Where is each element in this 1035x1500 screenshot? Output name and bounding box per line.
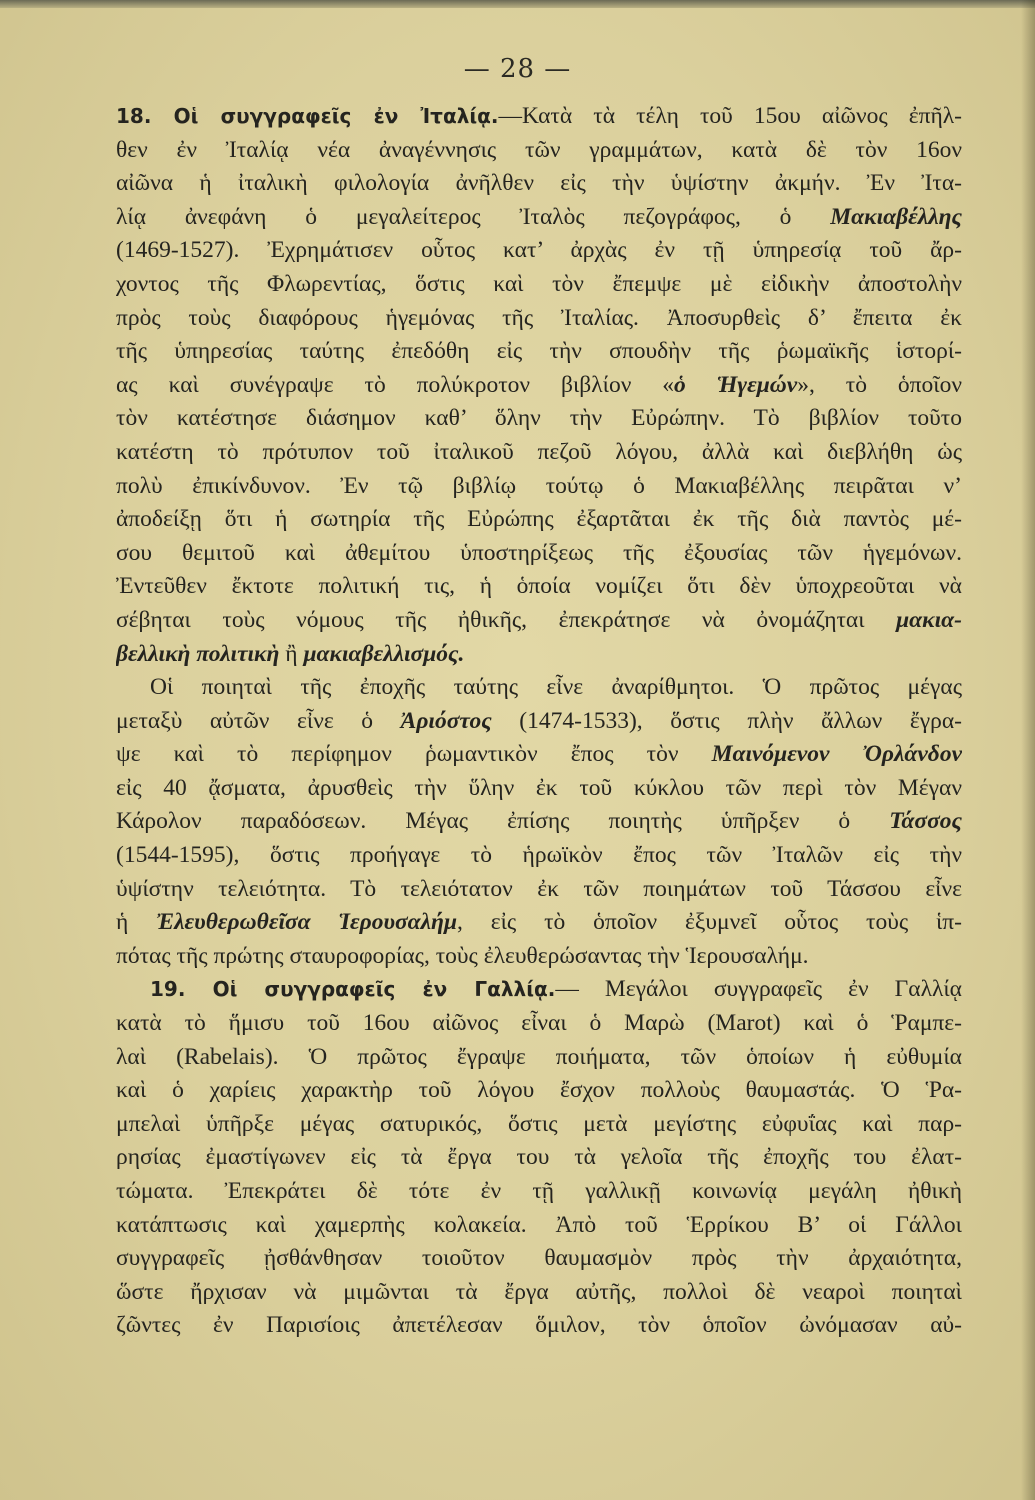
text-line xyxy=(116,234,962,268)
text-line xyxy=(116,1175,962,1209)
text-line xyxy=(116,302,962,336)
line-text: θεν ἐν Ἰταλίᾳ νέα ἀναγέννησις τῶν γραμμάτων, κατὰ δὲ τὸν 16ον xyxy=(116,136,962,163)
text-line xyxy=(116,1309,962,1343)
line-text: Ἐντεῦθεν ἔκτοτε πολιτική τις, ἡ ὁποία νομίζει ὅτι δὲν ὑποχρεοῦται νὰ xyxy=(116,573,962,600)
line-text: ὥστε ἤρχισαν νὰ μιμῶνται τὰ ἔργα αὐτῆς, πολλοὶ δὲ νεαροὶ ποιηταὶ xyxy=(116,1278,962,1305)
emphasis-text: Ἐλευθερωθεῖσα Ἱερουσαλήμ xyxy=(156,909,458,936)
text-line xyxy=(116,1141,962,1175)
text-line xyxy=(116,100,962,134)
text-line xyxy=(116,436,962,470)
line-text: τῆς ὑπηρεσίας ταύτης ἐπεδόθη εἰς τὴν σπουδὴν τῆς ῥωμαϊκῆς ἱστορί- xyxy=(116,338,962,365)
text-line xyxy=(116,671,962,705)
line-text: ζῶντες ἐν Παρισίοις ἀπετέλεσαν ὅμιλον, τὸν ὁποῖον ὠνόμασαν αὐ- xyxy=(116,1312,962,1339)
line-text: », τὸ ὁποῖον xyxy=(797,371,962,398)
text-line xyxy=(116,1276,962,1310)
line-text: ὑψίστην τελειότητα. Τὸ τελειότατον ἐκ τῶν ποιημάτων τοῦ Τάσσου εἶνε xyxy=(116,875,962,902)
line-text: τώματα. Ἐπεκράτει δὲ τότε ἐν τῇ γαλλικῇ κοινωνίᾳ μεγάλη ἠθικὴ xyxy=(116,1178,962,1204)
page-top-edge xyxy=(0,0,1035,8)
text-line xyxy=(116,973,962,1007)
body-text xyxy=(116,100,962,1343)
emphasis-text: μακιαβελλισμός. xyxy=(303,640,465,667)
line-text: αἰῶνα ἡ ἰταλικὴ φιλολογία ἀνῆλθεν εἰς τὴν ὑψίστην ἀκμήν. Ἐν Ἰτα- xyxy=(116,170,962,197)
text-line xyxy=(116,839,962,873)
line-text: ἢ xyxy=(279,640,304,667)
line-text: σου θεμιτοῦ καὶ ἀθεμίτου ὑποστηρίξεως τῆς ἐξουσίας τῶν ἡγεμόνων. xyxy=(116,539,962,566)
line-text: ας καὶ συνέγραψε τὸ πολύκροτον βιβλίον « xyxy=(116,371,675,398)
line-text: κατὰ τὸ ἥμισυ τοῦ 16ου αἰῶνος εἶναι ὁ Μαρὼ (Marot) καὶ ὁ Ῥαμπε- xyxy=(116,1010,962,1037)
page-number: — 28 — xyxy=(463,54,572,84)
text-line xyxy=(116,201,962,235)
text-line xyxy=(116,167,962,201)
text-line xyxy=(116,873,962,907)
text-line xyxy=(116,805,962,839)
text-line xyxy=(116,772,962,806)
text-line xyxy=(116,1007,962,1041)
emphasis-text: μακια- xyxy=(896,606,962,633)
section-heading: 19. Οἱ συγγραφεῖς ἐν Γαλλίᾳ. xyxy=(150,977,556,1002)
text-line xyxy=(116,402,962,436)
text-line xyxy=(116,1074,962,1108)
text-line xyxy=(116,1209,962,1243)
text-line xyxy=(116,738,962,772)
emphasis-text: Μαινόμενον Ὀρλάνδον xyxy=(711,741,962,768)
line-text: χοντος τῆς Φλωρεντίας, ὅστις καὶ τὸν ἔπεμψε μὲ εἰδικὴν ἀποστολὴν xyxy=(116,270,962,297)
line-text: —Κατὰ τὰ τέλη τοῦ 15ου αἰῶνος ἐπῆλ- xyxy=(498,103,962,129)
text-line xyxy=(116,1242,962,1276)
text-line xyxy=(116,470,962,504)
text-line xyxy=(116,1108,962,1142)
line-text: Οἱ ποιηταὶ τῆς ἐποχῆς ταύτης εἶνε ἀναρίθμητοι. Ὁ πρῶτος μέγας xyxy=(150,674,962,701)
line-text: πότας τῆς πρώτης σταυροφορίας, τοὺς ἐλευθερώσαντας τὴν Ἱερουσαλήμ. xyxy=(116,942,809,969)
line-text: (1469-1527). Ἐχρημάτισεν οὗτος κατ’ ἀρχὰς ἐν τῇ ὑπηρεσίᾳ τοῦ ἄρ- xyxy=(116,237,962,264)
text-line xyxy=(116,537,962,571)
emphasis-text: ὁ Ἡγεμών xyxy=(674,371,798,398)
text-line xyxy=(116,705,962,739)
line-text: τὸν κατέστησε διάσημον καθ’ ὅλην τὴν Εὐρώπην. Τὸ βιβλίον τοῦτο xyxy=(116,405,962,432)
text-line xyxy=(116,940,962,974)
line-text: κατάπτωσις καὶ χαμερπὴς κολακεία. Ἀπὸ τοῦ Ἑρρίκου Β’ οἱ Γάλλοι xyxy=(116,1211,962,1238)
text-line xyxy=(116,335,962,369)
line-text: (1544-1595), ὅστις προήγαγε τὸ ἡρωϊκὸν ἔπος τῶν Ἰταλῶν εἰς τὴν xyxy=(116,842,962,869)
line-text: μπελαὶ ὑπῆρξε μέγας σατυρικός, ὅστις μετὰ μεγίστης εὐφυΐας καὶ παρ- xyxy=(116,1110,962,1137)
line-text: σέβηται τοὺς νόμους τῆς ἠθικῆς, ἐπεκράτησε νὰ ὀνομάζηται xyxy=(116,606,865,633)
line-text: — Μεγάλοι συγγραφεῖς ἐν Γαλλίᾳ xyxy=(555,976,962,1003)
text-line xyxy=(116,268,962,302)
line-text: καὶ ὁ χαρίεις χαρακτὴρ τοῦ λόγου ἔσχον πολλοὺς θαυμαστάς. Ὁ Ῥα- xyxy=(116,1077,962,1104)
line-text: πολὺ ἐπικίνδυνον. Ἐν τῷ βιβλίῳ τούτῳ ὁ Μακιαβέλλης πειρᾶται ν’ xyxy=(116,472,962,499)
line-text: πρὸς τοὺς διαφόρους ἡγεμόνας τῆς Ἰταλίας. Ἀποσυρθεὶς δ’ ἔπειτα ἐκ xyxy=(116,304,962,331)
line-text: ρησίας ἐμαστίγωνεν εἰς τὰ ἔργα του τὰ γελοῖα τῆς ἐποχῆς του ἐλατ- xyxy=(116,1144,962,1171)
text-line xyxy=(116,906,962,940)
line-text: εἰς 40 ᾄσματα, ἀρυσθεὶς τὴν ὕλην ἐκ τοῦ κύκλου τῶν περὶ τὸν Μέγαν xyxy=(116,774,962,801)
line-text: λίᾳ ἀνεφάνη ὁ μεγαλείτερος Ἰταλὸς πεζογράφος, ὁ xyxy=(116,203,792,230)
line-text: , εἰς τὸ ὁποῖον ἐξυμνεῖ οὗτος τοὺς ἱπ- xyxy=(457,909,962,936)
line-text: συγγραφεῖς ᾐσθάνθησαν τοιοῦτον θαυμασμὸν πρὸς τὴν ἀρχαιότητα, xyxy=(116,1245,962,1272)
text-line xyxy=(116,134,962,168)
emphasis-text: βελλικὴ πολιτικὴ xyxy=(116,640,280,667)
emphasis-text: Τάσσος xyxy=(889,808,962,835)
text-line xyxy=(116,369,962,403)
line-text: κατέστη τὸ πρότυπον τοῦ ἰταλικοῦ πεζοῦ λόγου, ἀλλὰ καὶ διεβλήθη ὡς xyxy=(116,438,962,465)
line-text: ψε καὶ τὸ περίφημον ῥωμαντικὸν ἔπος τὸν xyxy=(116,741,679,768)
emphasis-text: Ἀριόστος xyxy=(400,707,492,734)
line-text: Κάρολον παραδόσεων. Μέγας ἐπίσης ποιητὴς ὑπῆρξεν ὁ xyxy=(116,808,851,835)
line-text: (1474-1533), ὅστις πλὴν ἄλλων ἔγρα- xyxy=(491,707,962,734)
line-text: λαὶ (Rabelais). Ὁ πρῶτος ἔγραψε ποιήματα, τῶν ὁποίων ἡ εὐθυμία xyxy=(116,1043,962,1070)
text-line xyxy=(116,604,962,638)
page-right-shadow xyxy=(1021,0,1035,1500)
section-heading: 18. Οἱ συγγραφεῖς ἐν Ἰταλίᾳ. xyxy=(116,104,499,128)
line-text: ἡ xyxy=(116,909,157,936)
text-line xyxy=(116,570,962,604)
text-line xyxy=(116,638,962,672)
line-text: μεταξὺ αὐτῶν εἶνε ὁ xyxy=(116,707,401,734)
line-text: ἀποδείξῃ ὅτι ἡ σωτηρία τῆς Εὐρώπης ἐξαρτᾶται ἐκ τῆς διὰ παντὸς μέ- xyxy=(116,506,962,533)
text-line xyxy=(116,1041,962,1075)
emphasis-text: Μακιαβέλλης xyxy=(830,203,962,230)
text-line xyxy=(116,503,962,537)
